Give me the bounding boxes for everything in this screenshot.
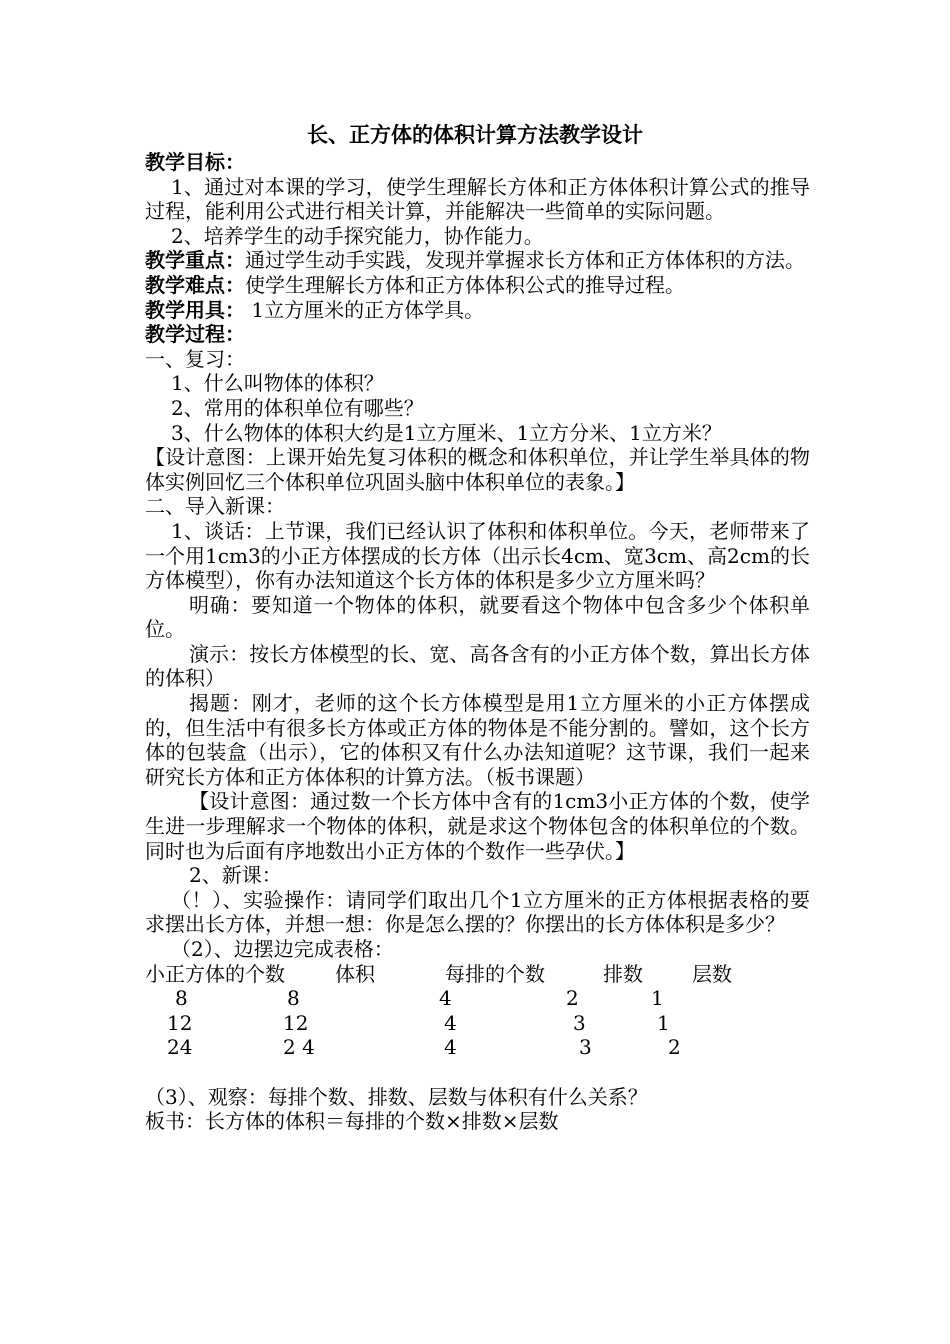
table-cell: 2 (566, 986, 579, 1011)
difficulty (145, 273, 810, 298)
tools-text: 1立方厘米的正方体学具。 (245, 297, 485, 322)
review-q1: 1、什么叫物体的体积？ (171, 371, 384, 396)
table-cell: 4 (439, 986, 452, 1011)
table-cell: 3 (573, 1010, 586, 1035)
tools (145, 298, 810, 323)
board-formula: 板书：长方体的体积＝每排的个数×排数×层数 (145, 1109, 559, 1134)
table-cell: 4 (444, 1035, 457, 1060)
table-cell: 2 (668, 1035, 681, 1060)
table-cell: 1 (657, 1010, 670, 1035)
table-cell: 8 (175, 986, 188, 1011)
objectives-label: 教学目标： (145, 150, 245, 174)
intro-p4: 揭题：刚才，老师的这个长方体模型是用1立方厘米的小正方体摆成的，但生活中有很多长方体或正方体的物体是不能分割的。譬如，这个长方体的包装盒（出示），它的体积又有什么办法知道呢？这节课，我们一起来研究长方体和正方体体积的计算方法。（板书课题） (145, 691, 810, 789)
table-cell: 24 (167, 1035, 193, 1060)
review-q2: 2、常用的体积单位有哪些？ (171, 395, 424, 420)
new-lesson-step3: （3）、观察：每排个数、排数、层数与体积有什么关系？ (145, 1084, 648, 1109)
review-heading: 一、复习： (145, 346, 245, 371)
key-point (145, 248, 810, 273)
table-header: 小正方体的个数 (145, 961, 285, 986)
intro-p1: 1、谈话：上节课，我们已经认识了体积和体积单位。今天，老师带来了一个用1cm3的小正方体摆成的长方体（出示长4cm、宽3cm、高2cm的长方体模型），你有办法知道这个长方体的体积是多少立方厘米吗？ (145, 518, 810, 593)
intro-p2: 明确：要知道一个物体的体积，就要看这个物体中包含多少个体积单位。 (145, 592, 810, 642)
key-point-label: 教学重点： (145, 248, 245, 273)
intro-p3: 演示：按长方体模型的长、宽、高各含有的小正方体个数，算出长方体的体积） (145, 641, 810, 691)
table-cell: 12 (283, 1010, 309, 1035)
table-header: 体积 (335, 961, 375, 986)
table-header: 层数 (692, 961, 732, 986)
difficulty-text: 使学生理解长方体和正方体体积公式的推导过程。 (245, 272, 685, 297)
tools-label: 教学用具： (145, 297, 245, 322)
table-cell: 1 (651, 986, 664, 1011)
objective-2: 2、培养学生的动手探究能力，协作能力。 (171, 223, 544, 248)
table-header: 每排的个数 (445, 961, 545, 986)
table-header: 排数 (603, 961, 643, 986)
new-lesson-heading: 2、新课： (189, 863, 282, 888)
count-table (145, 962, 810, 1085)
objective-1: 1、通过对本课的学习，使学生理解长方体和正方体体积计算公式的推导过程，能利用公式进行相关计算，并能解决一些简单的实际问题。 (145, 174, 810, 224)
review-intent: 【设计意图：上课开始先复习体积的概念和体积单位，并让学生举具体的物体实例回忆三个体积单位巩固头脑中体积单位的表象。】 (145, 445, 810, 494)
table-cell: 12 (167, 1010, 193, 1035)
difficulty-label: 教学难点： (145, 272, 245, 297)
document-title: 长、正方体的体积计算方法教学设计 (307, 122, 643, 147)
table-cell: 4 (444, 1010, 457, 1035)
review-q3: 3、什么物体的体积大约是1立方厘米、1立方分米、1立方米？ (171, 420, 722, 445)
document-body (145, 150, 810, 1134)
table-cell: 3 (579, 1035, 592, 1060)
intro-intent: 【设计意图：通过数一个长方体中含有的1cm3小正方体的个数，使学生进一步理解求一个物体的体积，就是求这个物体包含的体积单位的个数。同时也为后面有序地数出小正方体的个数作一些孕伏。】 (145, 789, 810, 863)
new-lesson-step1: （！）、实验操作：请同学们取出几个1立方厘米的正方体根据表格的要求摆出长方体，并想一想：你是怎么摆的？你摆出的长方体体积是多少？ (145, 887, 810, 937)
intro-heading: 二、导入新课： (145, 494, 285, 519)
new-lesson-step2: （2）、边摆边完成表格： (171, 937, 394, 961)
key-point-text: 通过学生动手实践，发现并掌握求长方体和正方体体积的方法。 (245, 248, 805, 273)
table-cell: 2 4 (283, 1035, 315, 1060)
process-label: 教学过程： (145, 322, 245, 347)
table-cell: 8 (287, 986, 300, 1011)
